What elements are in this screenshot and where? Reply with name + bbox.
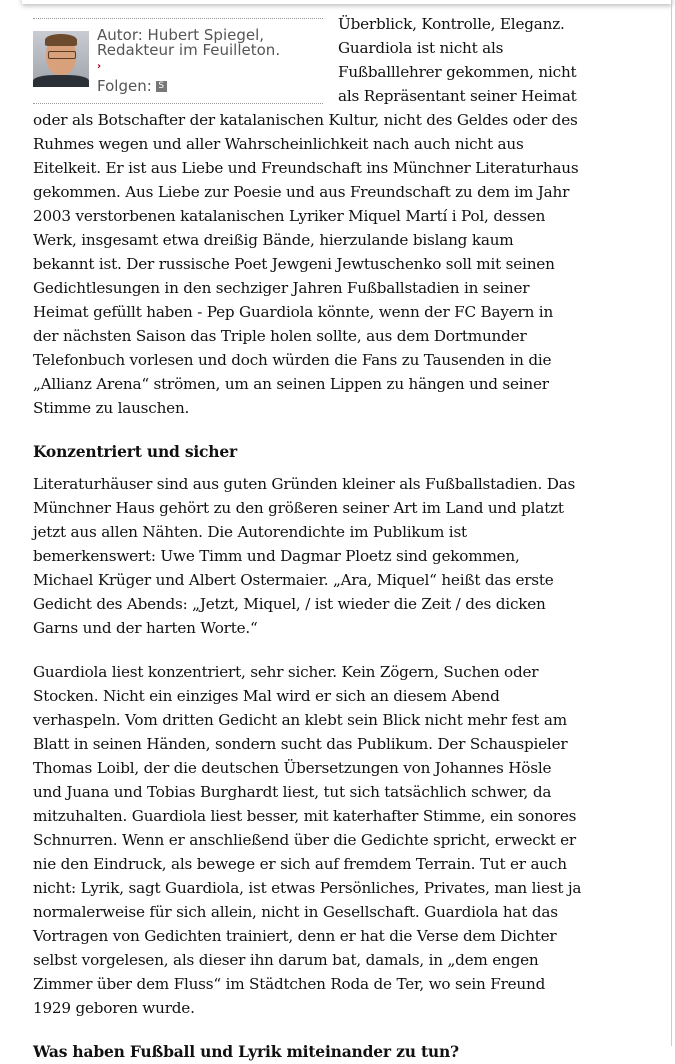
page-border	[671, 0, 672, 1046]
author-box	[33, 18, 323, 104]
author-name: Autor: Hubert Spiegel,	[97, 26, 265, 44]
text-line: Literaturhäuser sind aus guten Gründen kleiner als Fußballstadien. Das	[33, 475, 576, 493]
text-line: normalerweise für sich allein, nicht in Gesellschaft. Guardiola hat das	[33, 903, 558, 921]
paragraph	[33, 472, 613, 640]
text-line: jetzt aus allen Nähten. Die Autorendichte im Publikum ist	[33, 523, 467, 541]
text-line: „Allianz Arena“ strömen, um an seinen Lippen zu hängen und seiner	[33, 375, 549, 393]
text-line: Guardiola liest konzentriert, sehr sicher. Kein Zögern, Suchen oder	[33, 663, 539, 681]
author-link[interactable]	[97, 28, 280, 58]
chevron-right-icon[interactable]: ›	[97, 61, 102, 72]
text-line: als Repräsentant seiner Heimat	[338, 87, 577, 105]
author-photo[interactable]	[33, 31, 89, 87]
article-body	[33, 12, 613, 1064]
text-line: Stocken. Nicht ein einziges Mal wird er sich an diesem Abend	[33, 687, 500, 705]
follow-label: Folgen:	[97, 77, 152, 95]
text-line: 1929 geboren wurde.	[33, 999, 195, 1017]
text-line: und Juana und Tobias Burghardt liest, tut sich tatsächlich schwer, da	[33, 783, 552, 801]
text-line: verhaspeln. Vom dritten Gedicht an klebt sein Blick nicht mehr fest am	[33, 711, 567, 729]
text-line: Schnurren. Wenn er anschließend über die Gedichte spricht, erweckt er	[33, 831, 576, 849]
text-line: Gedichtlesungen in den sechziger Jahren Fußballstadien in seiner	[33, 279, 530, 297]
text-line: Eitelkeit. Er ist aus Liebe und Freundschaft ins Münchner Literaturhaus	[33, 159, 579, 177]
text-line: Michael Krüger und Albert Ostermaier. „Ara, Miquel“ heißt das erste	[33, 571, 554, 589]
text-line: gekommen. Aus Liebe zur Poesie und aus Freundschaft zu dem im Jahr	[33, 183, 570, 201]
text-line: Thomas Loibl, der die deutschen Übersetzungen von Johannes Hösle	[33, 759, 552, 777]
text-line: nicht: Lyrik, sagt Guardiola, ist etwas Persönliches, Privates, man liest ja	[33, 879, 582, 897]
text-line: Zimmer über dem Fluss“ im Städtchen Roda de Ter, wo sein Freund	[33, 975, 546, 993]
text-line: Ruhmes wegen und aller Wahrscheinlichkeit nach auch nicht aus	[33, 135, 524, 153]
text-line: bemerkenswert: Uwe Timm und Dagmar Ploetz sind gekommen,	[33, 547, 520, 565]
text-line: Guardiola ist nicht als	[338, 39, 504, 57]
social-icon[interactable]: S	[156, 81, 167, 92]
follow-row	[97, 77, 167, 95]
subheading: Was haben Fußball und Lyrik miteinander zu tun?	[33, 1042, 459, 1061]
text-line: Gedicht des Abends: „Jetzt, Miquel, / ist wieder die Zeit / des dicken	[33, 595, 546, 613]
text-line: Werk, insgesamt etwa dreißig Bände, hierzulande bislang kaum	[33, 231, 514, 249]
text-line: Fußballlehrer gekommen, nicht	[338, 63, 577, 81]
text-line: Garns und der harten Worte.“	[33, 619, 258, 637]
text-line: Überblick, Kontrolle, Eleganz.	[338, 15, 565, 33]
paragraph	[33, 660, 613, 1020]
text-line: Blatt in seinen Händen, sondern sucht das Publikum. Der Schauspieler	[33, 735, 568, 753]
subheading: Konzentriert und sicher	[33, 442, 237, 461]
text-line: oder als Botschafter der katalanischen Kultur, nicht des Geldes oder des	[33, 111, 578, 129]
text-line: Heimat gefüllt haben - Pep Guardiola könnte, wenn der FC Bayern in	[33, 303, 554, 321]
text-line: bekannt ist. Der russische Poet Jewgeni Jewtuschenko soll mit seinen	[33, 255, 555, 273]
text-line: der nächsten Saison das Triple holen sollte, aus dem Dortmunder	[33, 327, 527, 345]
text-line: Telefonbuch vorlesen und doch würden die Fans zu Tausenden in die	[33, 351, 552, 369]
text-line: Vortragen von Gedichten trainiert, denn er hat die Verse dem Dichter	[33, 927, 557, 945]
author-role: Redakteur im Feuilleton.	[97, 41, 281, 59]
text-line: nie den Eindruck, als bewege er sich auf fremdem Terrain. Tut er auch	[33, 855, 567, 873]
text-line: 2003 verstorbenen katalanischen Lyriker Miquel Martí i Pol, dessen	[33, 207, 546, 225]
text-line: Münchner Haus gehört zu den größeren seiner Art im Land und platzt	[33, 499, 564, 517]
text-line: selbst vorgelesen, als dieser ihn darum bat, damals, in „dem engen	[33, 951, 539, 969]
top-panel	[22, 0, 672, 4]
text-line: mitzuhalten. Guardiola liest besser, mit katerhafter Stimme, ein sonores	[33, 807, 577, 825]
text-line: Stimme zu lauschen.	[33, 399, 190, 417]
